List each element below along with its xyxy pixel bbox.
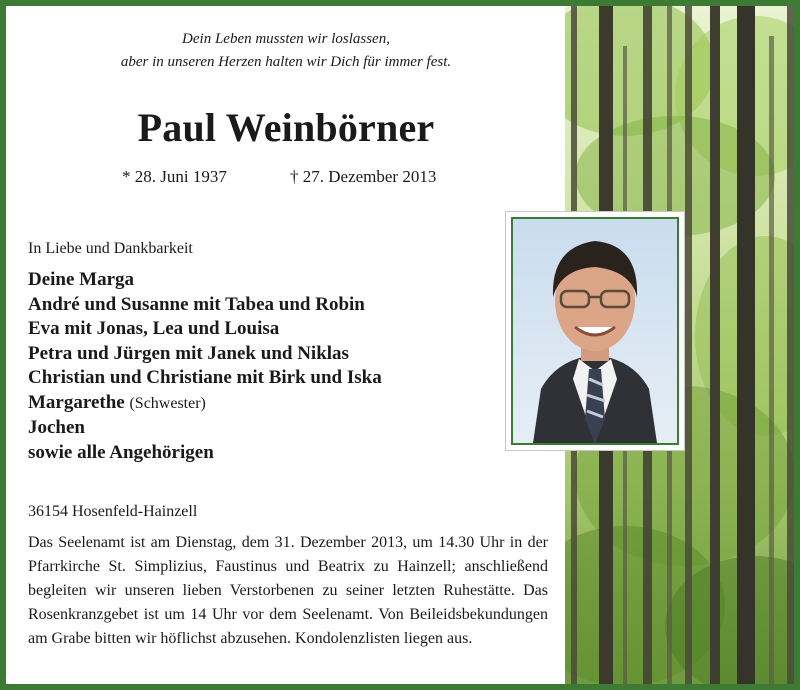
birth-date: * 28. Juni 1937 <box>122 167 227 186</box>
mourner-line: Petra und Jürgen mit Janek und Niklas <box>28 342 349 364</box>
portrait-photo <box>513 219 677 443</box>
service-text: Das Seelenamt ist am Dienstag, dem 31. Dezember 2013, um 14.30 Uhr in der Pfarrkirche St. Simplizius, Faustinus und Beatrix zu Hainzell; anschließend begleiten wir unseren lieben Verstorbenen zu seiner letzten Ruhestätte. Das Rosenkranzgebet ist um 14 Uhr vor dem Seelenamt. Von Beileidsbekundungen am Grabe bitten wir höflichst abzusehen. Kondolenzlisten liegen aus. <box>28 534 548 647</box>
mourners-intro: In Liebe und Dankbarkeit <box>28 240 193 257</box>
memorial-verse <box>66 28 506 74</box>
portrait-frame <box>506 212 684 450</box>
mourner-line: sowie alle Angehörigen <box>28 441 214 463</box>
mourners-list <box>28 268 382 465</box>
death-date: † 27. Dezember 2013 <box>290 167 437 186</box>
mourner-line: Eva mit Jonas, Lea und Louisa <box>28 318 280 339</box>
deceased-name: Paul Weinbörner <box>137 105 435 150</box>
mourner-line: Jochen <box>28 417 85 438</box>
mourner-line: Christian und Christiane mit Birk und Iska <box>28 367 382 388</box>
verse-line-1: Dein Leben mussten wir loslassen, <box>182 31 390 47</box>
portrait-photo-border <box>511 217 679 445</box>
verse-line-2: aber in unseren Herzen halten wir Dich für immer fest. <box>120 54 452 70</box>
address: 36154 Hosenfeld-Hainzell <box>28 503 198 520</box>
mourner-line: Margarethe (Schwester) <box>28 391 206 413</box>
relation-note: (Schwester) <box>129 394 206 412</box>
mourner-line: Deine Marga <box>28 269 135 290</box>
mourner-line: André und Susanne mit Tabea und Robin <box>28 293 365 315</box>
